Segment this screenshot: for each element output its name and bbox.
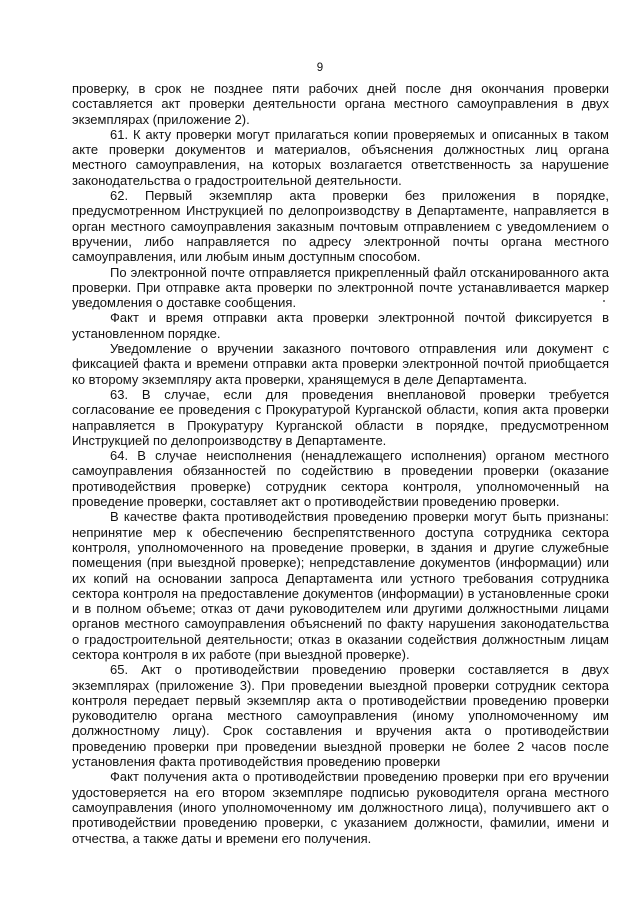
- paragraph-delivery-notice: Уведомление о вручении заказного почтового отправления или документ с фиксацией факта и времени отправки акта проверки электронной почтой приобщается ко второму экземпляру акта проверки, хранящемуся в деле Департамента.: [72, 341, 609, 387]
- paragraph-obstruction-facts: В качестве факта противодействия проведению проверки могут быть признаны: непринятие мер к обеспечению беспрепятственного доступа сотрудника сектора контроля, уполномоченного на проведение проверки, в здания и другие служебные помещения (при выездной проверке); непредставление документов (информации) или их копий на основании запроса Департамента или устного требования сотрудника сектора контроля на предоставление документов (информации) в установленные сроки и в полном объеме; отказ от дачи руководителем или другими должностными лицами органов местного самоуправления объяснений по факту нарушения законодательства о градостроительной деятельности; отказ в оказании содействия должностным лицам сектора контроля в их работе (при выездной проверке).: [72, 509, 609, 662]
- paragraph-61: 61. К акту проверки могут прилагаться копии проверяемых и описанных в таком акте проверки документов и материалов, объяснения должностных лиц органа местного самоуправления, на которых возлагается ответственность за нарушение законодательства о градостроительной деятельности.: [72, 126, 609, 188]
- paragraph-63: 63. В случае, если для проведения внеплановой проверки требуется согласование ее проведения с Прокуратурой Курганской области, копия акта проверки направляется в Прокуратуру Курганской области в порядке, предусмотренном Инструкцией по делопроизводству в Департаменте.: [72, 386, 609, 448]
- document-body: [72, 81, 609, 846]
- paragraph-65: 65. Акт о противодействии проведению проверки составляется в двух экземплярах (приложение 3). При проведении выездной проверки сотрудник сектора контроля передает первый экземпляр акта о противодействии проведению проверки руководителю органа местного самоуправления (иному уполномоченному им должностному лицу). Срок составления и вручения акта о противодействии проведению проверки при проведении выездной проверки не более 2 часов после установления факта противодействия проведению проверки: [72, 662, 609, 770]
- paragraph-62: 62. Первый экземпляр акта проверки без приложения в порядке, предусмотренном Инструкцией по делопроизводству в Департаменте, направляется в орган местного самоуправления заказным почтовым отправлением с уведомлением о вручении, либо направляется по адресу электронной почты органа местного самоуправления, или любым иным доступным способом.: [72, 188, 609, 265]
- paragraph-64: 64. В случае неисполнения (ненадлежащего исполнения) органом местного самоуправления обязанностей по содействию в проведении проверки (оказание противодействия проверке) сотрудник сектора контроля, уполномоченный на проведение проверки, составляет акт о противодействии проведению проверки.: [72, 448, 609, 510]
- paragraph-act-receipt: Факт получения акта о противодействии проведению проверки при его вручении удостоверяется на его втором экземпляре подписью руководителя органа местного самоуправления (иного уполномоченному им должностного лица), получившего акт о противодействии проведению проверки, с указанием должности, фамилии, имени и отчества, а также даты и времени его получения.: [72, 769, 609, 846]
- scan-speck: [603, 300, 605, 302]
- page-number: 9: [316, 62, 324, 74]
- paragraph-continuation: проверку, в срок не позднее пяти рабочих дней после дня окончания проверки составляется акт проверки деятельности органа местного самоуправления в двух экземплярах (приложение 2).: [72, 81, 609, 127]
- paragraph-email-sending: По электронной почте отправляется прикрепленный файл отсканированного акта проверки. При отправке акта проверки по электронной почте устанавливается маркер уведомления о доставке сообщения.: [72, 264, 609, 311]
- paragraph-email-fixation: Факт и время отправки акта проверки электронной почтой фиксируется в установленном порядке.: [72, 310, 609, 341]
